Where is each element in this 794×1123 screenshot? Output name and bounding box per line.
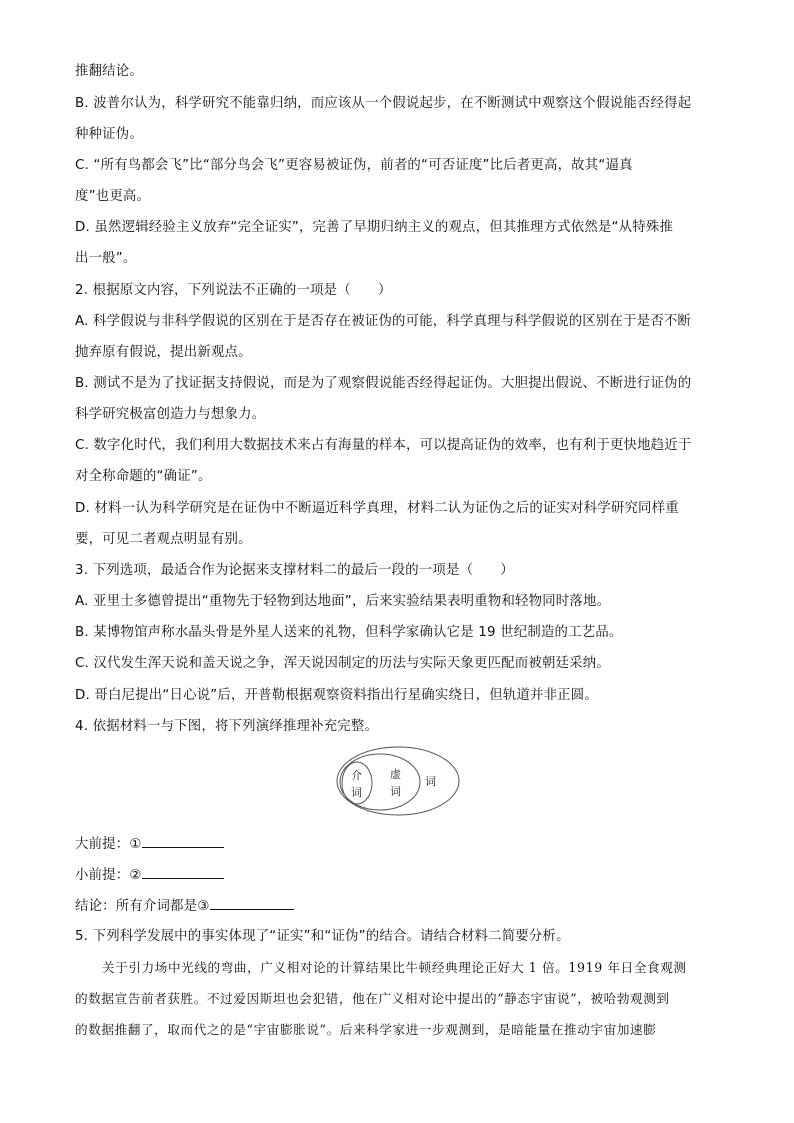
major-premise-label: 大前提：①	[75, 837, 142, 852]
text-line: 对全称命题的“确证”。	[75, 469, 212, 484]
middle-label-top: 虚	[390, 768, 401, 781]
inner-label-top: 介	[351, 769, 362, 782]
text-line: 度”也更高。	[75, 189, 151, 204]
text-line: 要，可见二者观点明显有别。	[75, 532, 252, 547]
option-a-text: A. 科学假说与非科学假说的区别在于是否存在被证伪的可能，科学真理与科学假说的区别在于是否不断	[75, 314, 692, 329]
answer-blank-2[interactable]	[142, 864, 224, 879]
option-d-text: D. 哥白尼提出“日心说”后，开普勒根据观察资料指出行星确实绕日，但轨道并非正圆。	[75, 688, 598, 703]
text-line: 科学研究极富创造力与想象力。	[75, 407, 266, 422]
middle-label-bottom: 词	[390, 785, 401, 798]
outer-label: 词	[425, 775, 436, 788]
option-c-text: C. 数字化时代，我们利用大数据技术来占有海量的样本，可以提高证伪的效率，也有利于更快地趋近于	[75, 438, 692, 453]
inner-label-bottom: 词	[351, 786, 362, 799]
minor-premise-row	[75, 864, 734, 886]
text-line: 出一般”。	[75, 251, 137, 266]
option-c-text: C. “所有鸟都会飞”比“部分鸟会飞”更容易被证伪，前者的“可否证度”比后者更高，故其“逼真	[75, 158, 633, 173]
question-4-stem: 4. 依据材料一与下图，将下列演绎推理补充完整。	[75, 719, 379, 734]
text-line: 推翻结论。	[75, 64, 143, 79]
conclusion-label: 结论：所有介词都是③	[75, 899, 210, 914]
option-c-text: C. 汉代发生浑天说和盖天说之争，浑天说因制定的历法与实际天象更匹配而被朝廷采纳。	[75, 656, 610, 671]
option-a-text: A. 亚里士多德曾提出“重物先于轻物到达地面”，后来实验结果表明重物和轻物同时落地。	[75, 594, 611, 609]
excerpt-line: 的数据推翻了，取而代之的是“宇宙膨胀说”。后来科学家进一步观测到，是暗能量在推动宇宙加速膨	[75, 1022, 657, 1037]
option-b-text: B. 测试不是为了找证据支持假说，而是为了观察假说能否经得起证伪。大胆提出假说、不断进行证伪的	[75, 376, 692, 391]
major-premise-row	[75, 833, 734, 855]
option-d-text: D. 虽然逻辑经验主义放弃“完全证实”，完善了早期归纳主义的观点，但其推理方式依然是“从特殊推	[75, 220, 674, 235]
text-line: 抛弃原有假说，提出新观点。	[75, 345, 252, 360]
middle-ellipse	[340, 754, 420, 810]
option-b-text: B. 波普尔认为，科学研究不能靠归纳，而应该从一个假说起步，在不断测试中观察这个假说能否经得起	[75, 96, 692, 111]
question-3-stem: 3. 下列选项，最适合作为论据来支撑材料二的最后一段的一项是（ ）	[75, 563, 514, 578]
option-b-text: B. 某博物馆声称水晶头骨是外星人送来的礼物，但科学家确认它是 19 世纪制造的工艺品。	[75, 625, 623, 640]
question-2-stem: 2. 根据原文内容，下列说法不正确的一项是（ ）	[75, 283, 392, 298]
question-5-stem: 5. 下列科学发展中的事实体现了“证实”和“证伪”的结合。请结合材料二简要分析。	[75, 929, 570, 944]
conclusion-row	[75, 895, 734, 917]
excerpt-line: 的数据宣告前者获胜。不过爱因斯坦也会犯错，他在广义相对论中提出的“静态宇宙说”，被哈勃观测到	[75, 991, 670, 1006]
minor-premise-label: 小前提：②	[75, 868, 142, 883]
answer-blank-3[interactable]	[210, 895, 294, 910]
concept-venn-diagram	[336, 745, 461, 817]
excerpt-line: 关于引力场中光线的弯曲，广义相对论的计算结果比牛顿经典理论正好大 1 倍。1919 年日全食观测	[102, 960, 687, 975]
text-line: 种种证伪。	[75, 127, 143, 142]
answer-blank-1[interactable]	[142, 833, 224, 848]
option-d-text: D. 材料一认为科学研究是在证伪中不断逼近科学真理，材料二认为证伪之后的证实对科学研究同样重	[75, 501, 679, 516]
